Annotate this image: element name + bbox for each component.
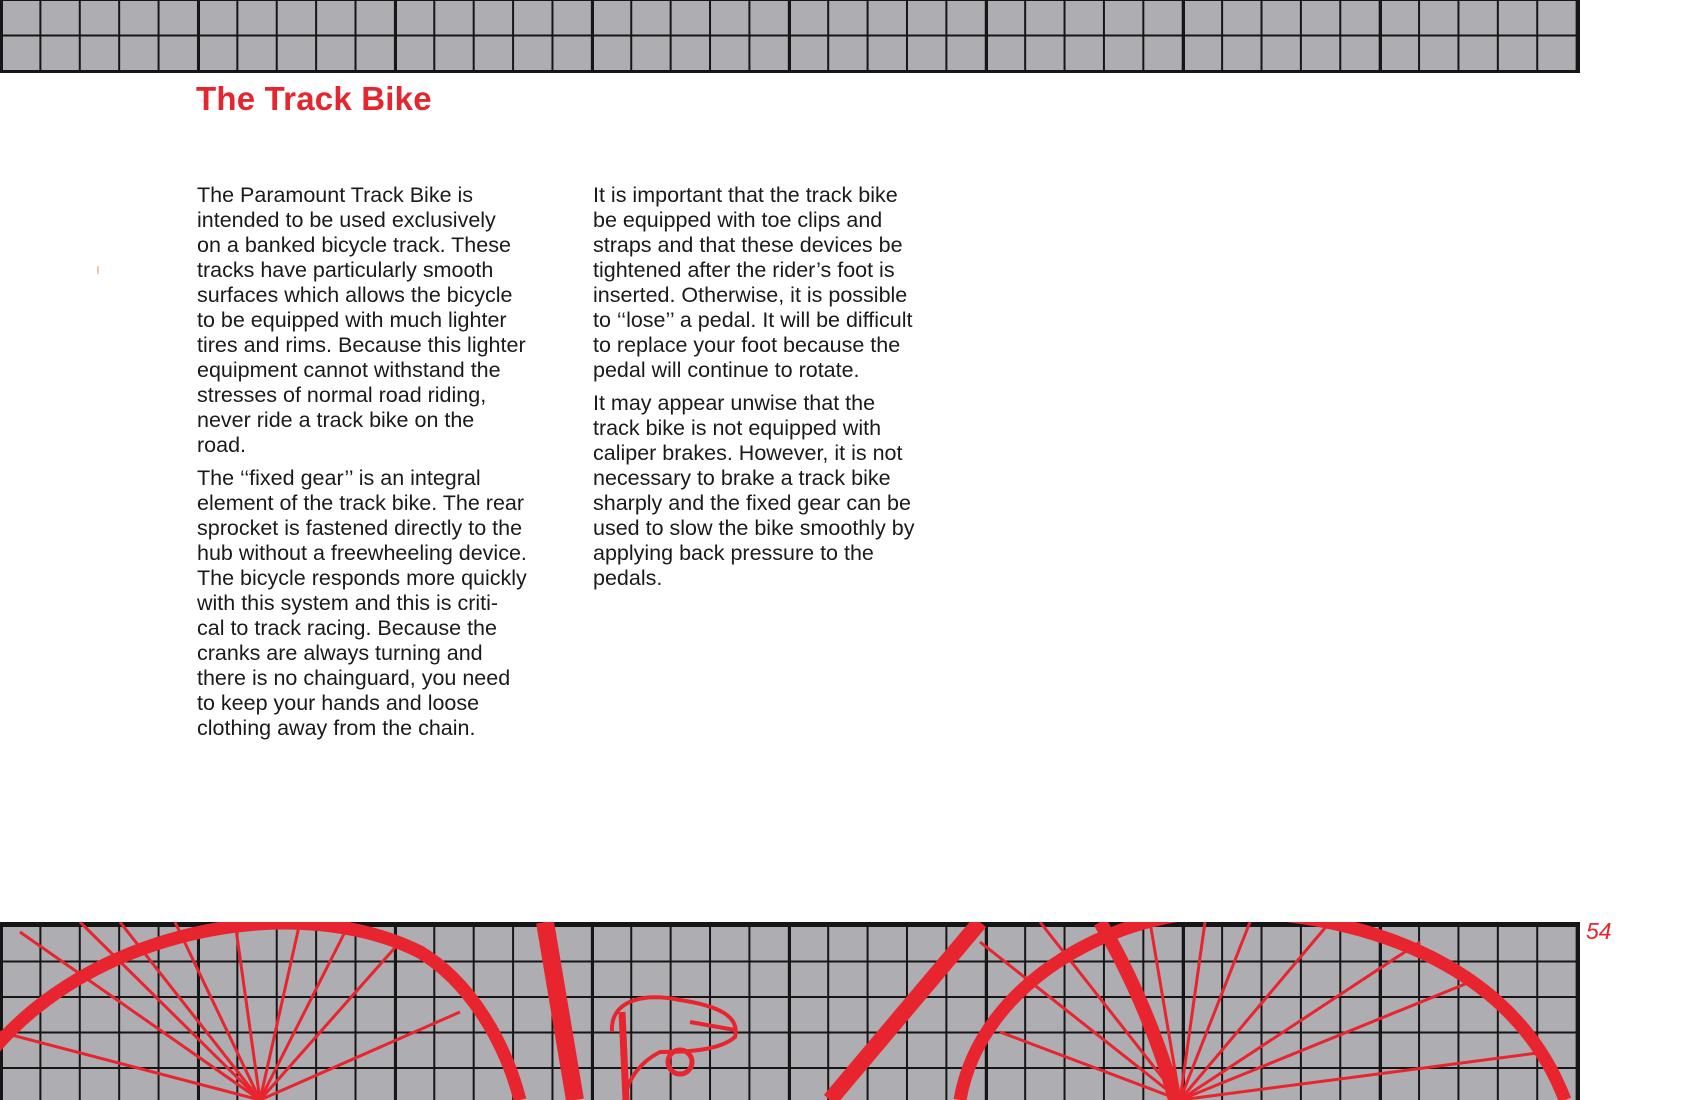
- right-text-column: [593, 183, 973, 599]
- frame-seat-tube: [545, 922, 575, 1100]
- front-wheel-rim: [960, 922, 1565, 1100]
- rear-wheel-spokes: [0, 922, 460, 1100]
- paragraph-toe-clips: It is important that the track bike be equipped with toe clips and straps and that these devices be tightened after the rider’s foot is inserted. Otherwise, it is possible to ‘‘lose’’ a pedal. It will be difficult to replace your foot because the pedal will continue to rotate.: [593, 183, 913, 382]
- page-number: 54: [1586, 918, 1612, 944]
- page-title: The Track Bike: [196, 80, 432, 117]
- paragraph-brakes: It may appear unwise that the track bike is not equipped with caliper brakes. However, it is not necessary to brake a track bike sharply and the fixed gear can be used to slow the bike smoothly by applying back pressure to the pedals.: [593, 391, 915, 590]
- track-bike-wheels-illustration: [0, 922, 1580, 1100]
- top-grid-band: [0, 0, 1580, 73]
- pedal-and-crank: [612, 997, 736, 1100]
- paragraph-fixed-gear: The ‘‘fixed gear’’ is an integral element of the track bike. The rear sprocket is fastened directly to the hub without a freewheeling device. The bicycle responds more quickly with this system and this is criti- cal to track racing. Because the cranks are always turning and there is no chainguard, you need to keep your hands and loose clothing away from the chain.: [197, 466, 527, 740]
- front-wheel-spokes: [980, 922, 1545, 1100]
- rear-wheel-rim: [0, 923, 520, 1100]
- paragraph-track-use: The Paramount Track Bike is intended to be used exclusively on a banked bicycle track. These tracks have particularly smooth surfaces which allows the bicycle to be equipped with much lighter tires and rims. Because this lighter equipment cannot withstand the stresses of normal road riding, never ride a track bike on the road.: [197, 183, 526, 457]
- frame-down-tube: [830, 922, 980, 1100]
- paper-speck: [97, 266, 99, 274]
- left-text-column: [197, 183, 557, 749]
